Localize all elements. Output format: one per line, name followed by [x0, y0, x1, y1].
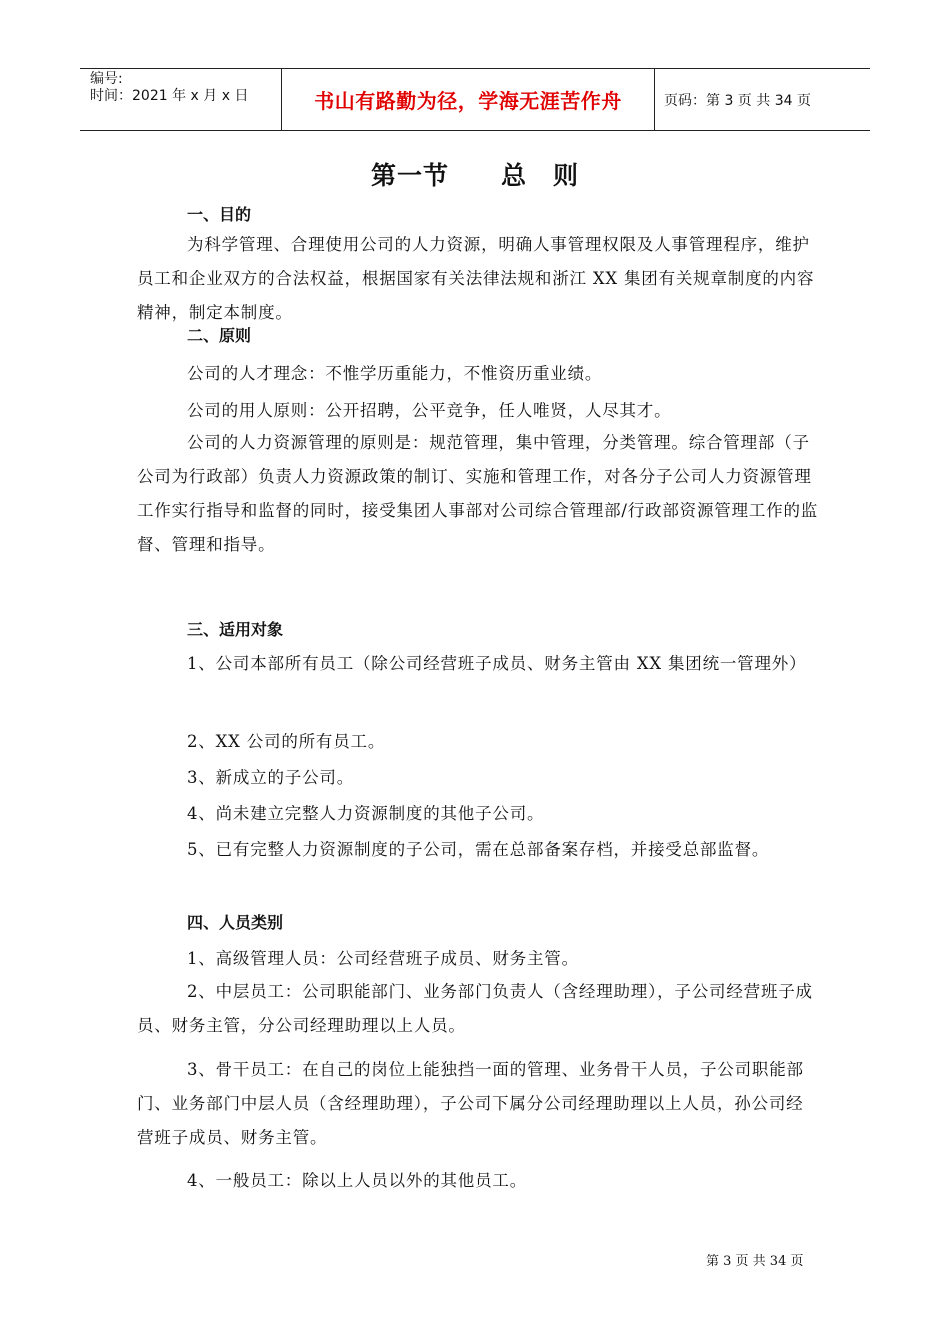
footer-page-number: 第 3 页 共 34 页	[706, 1254, 804, 1269]
scope-item-1	[137, 647, 819, 681]
title-section-number: 第一节	[370, 161, 449, 190]
section-heading-scope: 三、适用对象	[187, 620, 284, 639]
header-meta	[90, 71, 248, 105]
document-header	[80, 68, 870, 131]
scope-item-4: 4、尚未建立完整人力资源制度的其他子公司。	[187, 804, 545, 823]
section-heading-purpose: 一、目的	[187, 205, 252, 224]
scope-item-3: 3、新成立的子公司。	[187, 768, 354, 787]
scope-item-5: 5、已有完整人力资源制度的子公司，需在总部备案存档，并接受总部监督。	[187, 840, 770, 859]
purpose-text: 为科学管理、合理使用公司的人力资源，明确人事管理权限及人事管理程序，维护员工和企业双方的合法权益，根据国家有关法律法规和浙江 XX 集团有关规章制度的内容精神，制定本制度。	[137, 235, 815, 322]
hiring-principle-line: 公司的用人原则：公开招聘，公平竞争，任人唯贤，人尽其才。	[187, 401, 672, 420]
category-item-3	[137, 1053, 819, 1155]
category-item-2-text: 2、中层员工：公司职能部门、业务部门负责人（含经理助理），子公司经营班子成员、财务主管，分公司经理助理以上人员。	[137, 982, 813, 1035]
header-divider	[654, 69, 655, 130]
hr-management-paragraph	[137, 426, 819, 562]
scope-item-1-text: 1、公司本部所有员工（除公司经营班子成员、财务主管由 XX 集团统一管理外）	[187, 654, 807, 673]
header-motto: 书山有路勤为径，学海无涯苦作舟	[314, 89, 622, 113]
scope-item-2: 2、XX 公司的所有员工。	[187, 732, 386, 751]
talent-philosophy-line: 公司的人才理念：不惟学历重能力，不惟资历重业绩。	[187, 364, 603, 383]
date-label: 时间：2021 年 x 月 x 日	[90, 88, 249, 104]
category-item-4: 4、一般员工：除以上人员以外的其他员工。	[187, 1171, 527, 1190]
header-page-label: 页码：第 3 页 共 34 页	[664, 92, 811, 109]
category-item-2	[137, 975, 819, 1043]
page-title	[0, 156, 950, 192]
purpose-paragraph	[137, 228, 819, 330]
category-item-1: 1、高级管理人员：公司经营班子成员、财务主管。	[187, 949, 579, 968]
category-item-3-text: 3、骨干员工：在自己的岗位上能独挡一面的管理、业务骨干人员，子公司职能部门、业务部门中层人员（含经理助理），子公司下属分公司经理助理以上人员，孙公司经营班子成员、财务主管。	[137, 1060, 804, 1147]
section-heading-staff-categories: 四、人员类别	[187, 913, 284, 932]
title-section-name: 总 则	[501, 161, 580, 190]
hr-management-text: 公司的人力资源管理的原则是：规范管理，集中管理，分类管理。综合管理部（子公司为行政部）负责人力资源政策的制订、实施和管理工作，对各分子公司人力资源管理工作实行指导和监督的同时，接受集团人事部对公司综合管理部/行政部资源管理工作的监督、管理和指导。	[137, 433, 819, 554]
section-heading-principles: 二、原则	[187, 326, 252, 345]
number-label: 编号:	[90, 71, 123, 87]
